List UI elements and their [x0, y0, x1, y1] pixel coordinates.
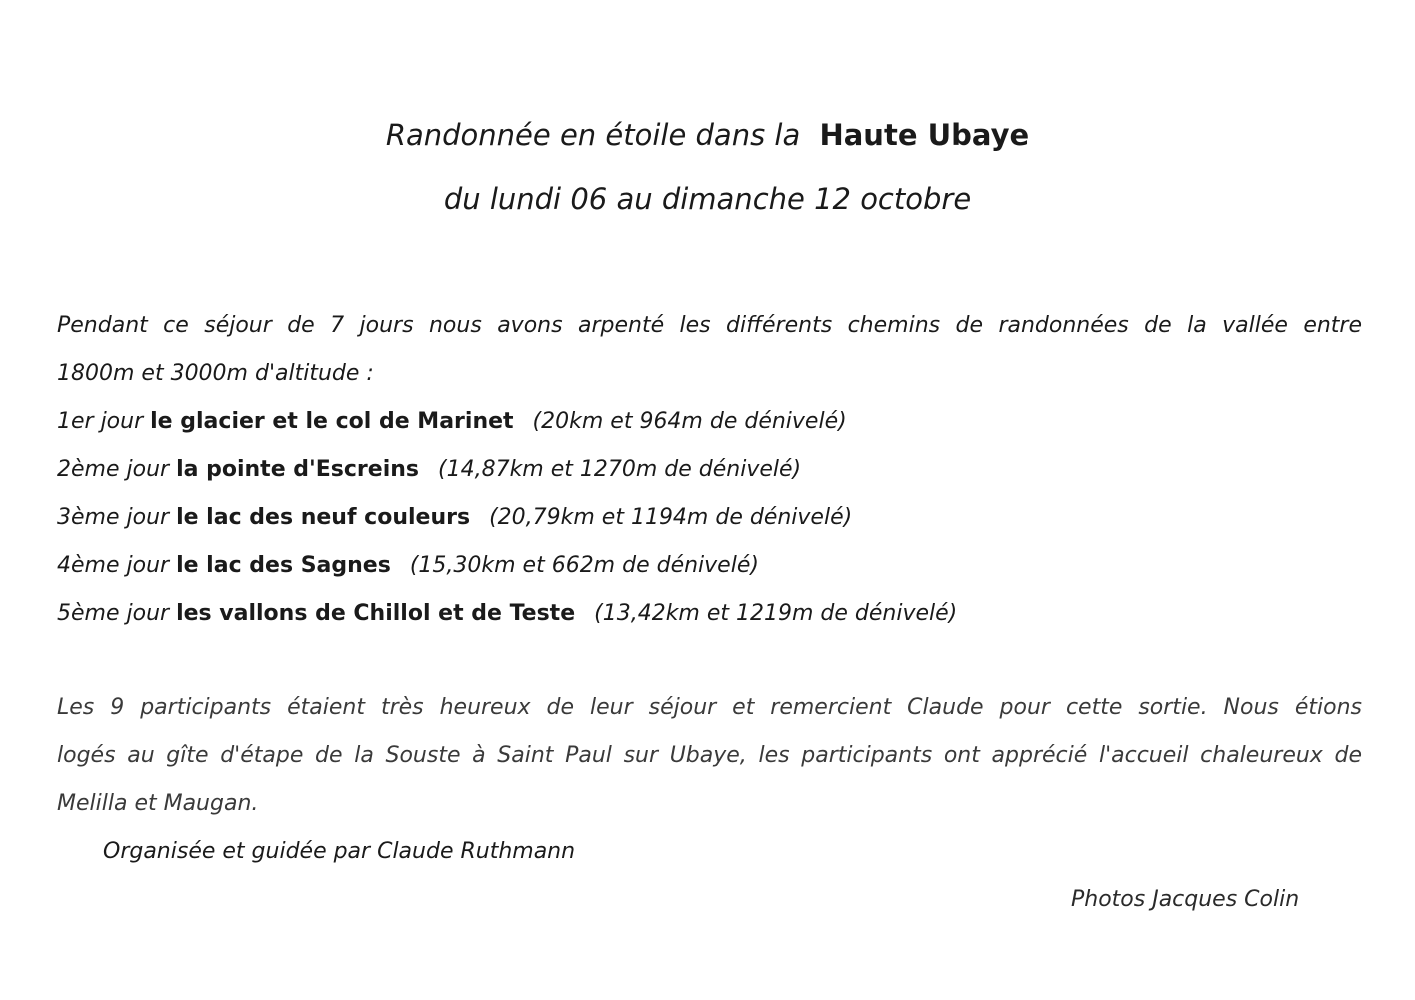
closing-line-1: Les 9 participants étaient très heureux de leur séjour et remercient Claude pour cette sortie. Nous étions: [57, 695, 1362, 720]
closing-line-3: Melilla et Maugan.: [57, 791, 259, 816]
itinerary-day-3: [57, 494, 1362, 542]
closing-line-2: logés au gîte d'étape de la Souste à Saint Paul sur Ubaye, les participants ont apprécié l'accueil chaleureux de: [57, 743, 1362, 768]
intro-paragraph: [57, 302, 1362, 398]
intro-line-1: Pendant ce séjour de 7 jours nous avons arpenté les différents chemins de randonnées de la vallée entre: [57, 313, 1362, 338]
page-subtitle-dates: du lundi 06 au dimanche 12 octobre: [443, 182, 972, 216]
day-route: le lac des neuf couleurs: [176, 505, 471, 530]
page-title: [0, 118, 1415, 152]
day-details: (13,42km et 1219m de dénivelé): [594, 601, 958, 626]
day-details: (20,79km et 1194m de dénivelé): [489, 505, 853, 530]
itinerary-day-1: [57, 398, 1362, 446]
day-label: 2ème jour: [57, 457, 170, 482]
itinerary-day-2: [57, 446, 1362, 494]
day-route: le lac des Sagnes: [176, 553, 391, 578]
day-details: (14,87km et 1270m de dénivelé): [438, 457, 802, 482]
day-details: (20km et 964m de dénivelé): [532, 409, 847, 434]
day-label: 4ème jour: [57, 553, 170, 578]
photos-credit: Photos Jacques Colin: [1071, 887, 1300, 912]
closing-paragraph: [57, 684, 1362, 828]
itinerary-day-5: [57, 590, 1362, 638]
day-route: le glacier et le col de Marinet: [150, 409, 514, 434]
itinerary-list: [57, 398, 1362, 638]
organizer-credit: Organisée et guidée par Claude Ruthmann: [103, 839, 576, 864]
day-route: la pointe d'Escreins: [176, 457, 419, 482]
intro-line-2: 1800m et 3000m d'altitude :: [57, 361, 374, 386]
day-label: 1er jour: [57, 409, 144, 434]
day-route: les vallons de Chillol et de Teste: [176, 601, 576, 626]
day-label: 5ème jour: [57, 601, 170, 626]
title-prefix: Randonnée en étoile dans la: [385, 118, 801, 152]
itinerary-day-4: [57, 542, 1362, 590]
day-label: 3ème jour: [57, 505, 170, 530]
title-place: Haute Ubaye: [819, 118, 1030, 152]
day-details: (15,30km et 662m de dénivelé): [409, 553, 759, 578]
